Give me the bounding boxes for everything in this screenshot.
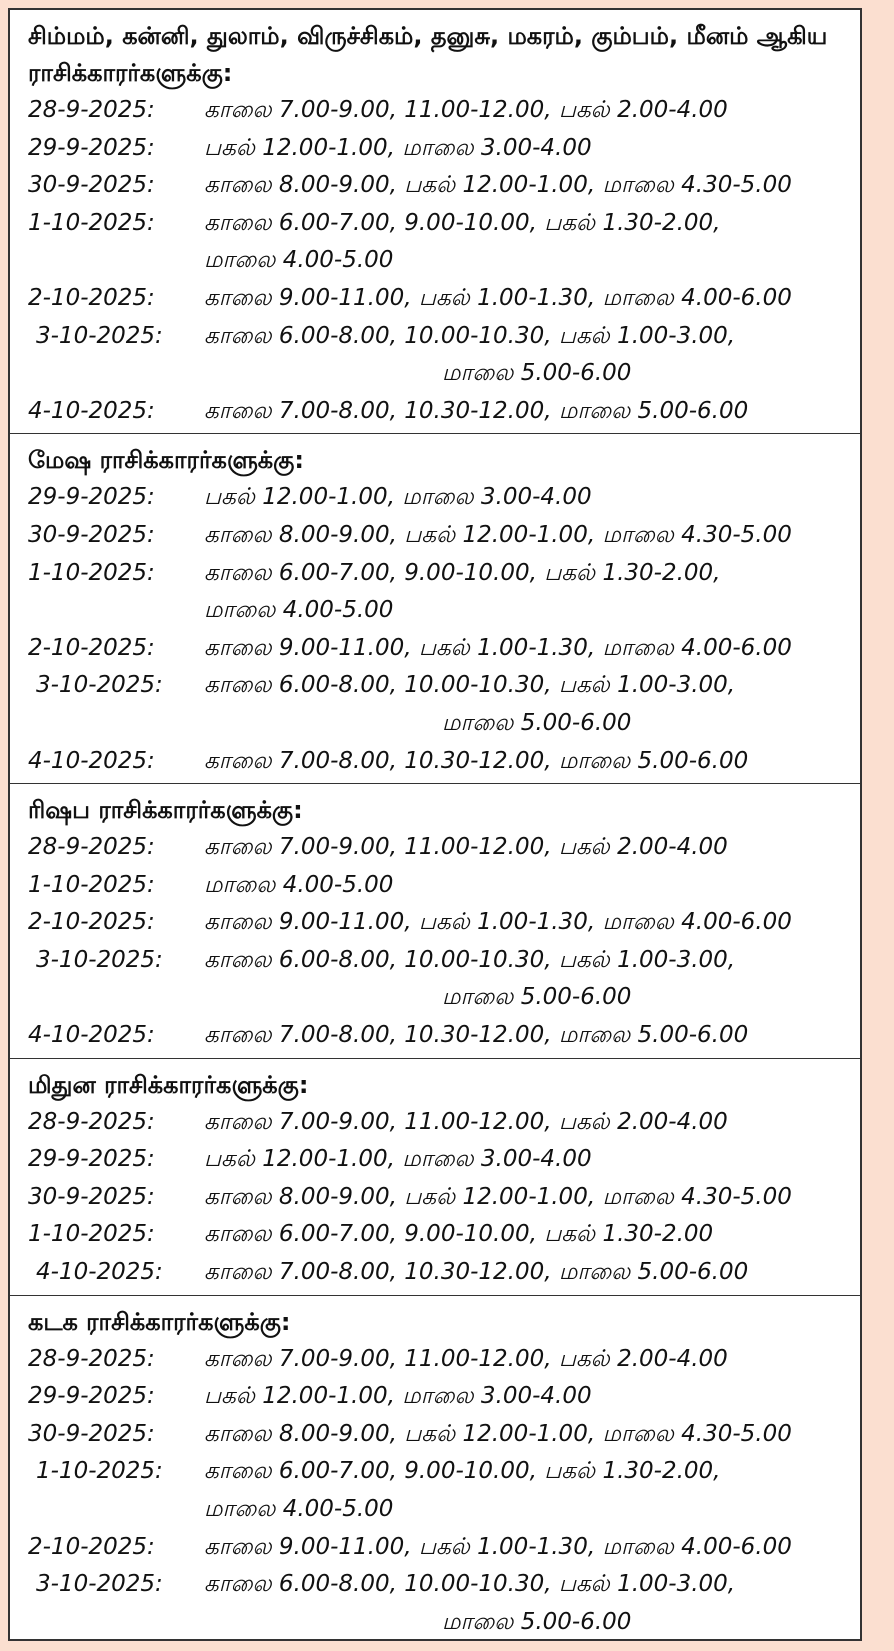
- schedule-row: [10, 1017, 860, 1055]
- schedule-row: [10, 904, 860, 942]
- row-times: காலை 9.00-11.00, பகல் 1.00-1.30, மாலை 4.00-6.00: [204, 284, 792, 311]
- row-times: காலை 6.00-7.00, 9.00-10.00, பகல் 1.30-2.00,: [204, 559, 721, 586]
- row-times: காலை 6.00-8.00, 10.00-10.30, பகல் 1.00-3.00,: [204, 1571, 736, 1598]
- row-times: பகல் 12.00-1.00, மாலை 3.00-4.00: [204, 1383, 592, 1410]
- row-date: 29-9-2025:: [28, 134, 155, 161]
- schedule-row: [10, 667, 860, 705]
- row-times: காலை 7.00-9.00, 11.00-12.00, பகல் 2.00-4.00: [204, 1345, 728, 1372]
- row-date: 4-10-2025:: [36, 1259, 163, 1286]
- row-date: 4-10-2025:: [28, 1022, 155, 1049]
- row-date: 30-9-2025:: [28, 1420, 155, 1447]
- schedule-row: [10, 1216, 860, 1254]
- section-mesha: [10, 434, 860, 784]
- schedule-row: [10, 743, 860, 781]
- row-date: 2-10-2025:: [28, 1533, 155, 1560]
- schedule-row: [10, 630, 860, 668]
- schedule-row: [10, 92, 860, 130]
- row-date: 29-9-2025:: [28, 1146, 155, 1173]
- schedule-row: [10, 280, 860, 318]
- section-mithuna: [10, 1059, 860, 1296]
- row-times: காலை 6.00-7.00, 9.00-10.00, பகல் 1.30-2.00: [204, 1221, 714, 1248]
- row-date: 30-9-2025:: [28, 1183, 155, 1210]
- row-times: காலை 8.00-9.00, பகல் 12.00-1.00, மாலை 4.30-5.00: [204, 1183, 792, 1210]
- schedule-row: [10, 1179, 860, 1217]
- row-date: 30-9-2025:: [28, 521, 155, 548]
- schedule-row: [10, 1104, 860, 1142]
- schedule-row: [10, 130, 860, 168]
- row-times-continuation: மாலை 4.00-5.00: [204, 1496, 394, 1522]
- section-heading: கடக ராசிக்காரர்களுக்கு:: [28, 1307, 291, 1336]
- row-times: காலை 7.00-9.00, 11.00-12.00, பகல் 2.00-4.00: [204, 1108, 728, 1135]
- row-date: 28-9-2025:: [28, 97, 155, 123]
- row-date: 1-10-2025:: [28, 1221, 155, 1248]
- row-date: 2-10-2025:: [28, 909, 155, 936]
- row-date: 3-10-2025:: [36, 1571, 163, 1598]
- schedule-row: [10, 1378, 860, 1416]
- row-times: காலை 7.00-9.00, 11.00-12.00, பகல் 2.00-4.00: [204, 97, 728, 123]
- row-times: காலை 9.00-11.00, பகல் 1.00-1.30, மாலை 4.00-6.00: [204, 909, 792, 936]
- row-date: 4-10-2025:: [28, 397, 155, 424]
- row-times-continuation: மாலை 4.00-5.00: [204, 597, 394, 624]
- row-times: காலை 9.00-11.00, பகல் 1.00-1.30, மாலை 4.00-6.00: [204, 1533, 792, 1560]
- schedule-row: [10, 479, 860, 517]
- section-kadaka: [10, 1296, 860, 1645]
- schedule-row: [10, 1254, 860, 1292]
- section-heading: மேஷ ராசிக்காரர்களுக்கு:: [28, 446, 304, 475]
- row-times: காலை 8.00-9.00, பகல் 12.00-1.00, மாலை 4.30-5.00: [204, 172, 792, 199]
- schedule-row: [10, 167, 860, 205]
- schedule-row: [10, 829, 860, 867]
- schedule-row: [10, 1453, 860, 1491]
- row-date: 1-10-2025:: [36, 1458, 163, 1485]
- section-heading: மிதுன ராசிக்காரர்களுக்கு:: [28, 1070, 309, 1099]
- row-times: காலை 6.00-7.00, 9.00-10.00, பகல் 1.30-2.00,: [204, 209, 721, 236]
- row-date: 28-9-2025:: [28, 1345, 155, 1372]
- row-times-continuation: மாலை 4.00-5.00: [204, 247, 394, 274]
- row-times-continuation: மாலை 5.00-6.00: [442, 984, 632, 1011]
- section-heading: ரிஷப ராசிக்காரர்களுக்கு:: [28, 796, 303, 825]
- row-date: 3-10-2025:: [36, 946, 163, 973]
- row-date: 29-9-2025:: [28, 1383, 155, 1410]
- schedule-row: [10, 517, 860, 555]
- schedule-row: [10, 318, 860, 356]
- row-times: காலை 9.00-11.00, பகல் 1.00-1.30, மாலை 4.00-6.00: [204, 634, 792, 661]
- row-date: 30-9-2025:: [28, 172, 155, 199]
- schedule-row: [10, 393, 860, 431]
- section-simmam-group: [10, 10, 860, 434]
- row-date: 1-10-2025:: [28, 559, 155, 586]
- row-times: காலை 7.00-8.00, 10.30-12.00, மாலை 5.00-6.00: [204, 1259, 749, 1286]
- row-date: 2-10-2025:: [28, 634, 155, 661]
- row-times: காலை 8.00-9.00, பகல் 12.00-1.00, மாலை 4.30-5.00: [204, 521, 792, 548]
- row-times: மாலை 4.00-5.00: [204, 871, 394, 898]
- row-times: காலை 6.00-7.00, 9.00-10.00, பகல் 1.30-2.00,: [204, 1458, 721, 1485]
- schedule-row: [10, 555, 860, 593]
- schedule-box: [8, 8, 862, 1641]
- row-date: 1-10-2025:: [28, 871, 155, 898]
- row-date: 29-9-2025:: [28, 484, 155, 511]
- row-date: 3-10-2025:: [36, 672, 163, 699]
- row-times: காலை 7.00-9.00, 11.00-12.00, பகல் 2.00-4.00: [204, 834, 728, 861]
- row-times: காலை 7.00-8.00, 10.30-12.00, மாலை 5.00-6.00: [204, 1022, 749, 1049]
- row-times: காலை 8.00-9.00, பகல் 12.00-1.00, மாலை 4.30-5.00: [204, 1420, 792, 1447]
- schedule-row: [10, 1566, 860, 1604]
- row-times: பகல் 12.00-1.00, மாலை 3.00-4.00: [204, 1146, 592, 1173]
- row-times: பகல் 12.00-1.00, மாலை 3.00-4.00: [204, 484, 592, 511]
- row-date: 2-10-2025:: [28, 284, 155, 311]
- row-date: 4-10-2025:: [28, 747, 155, 774]
- row-times: காலை 6.00-8.00, 10.00-10.30, பகல் 1.00-3.00,: [204, 946, 736, 973]
- row-times-continuation: மாலை 5.00-6.00: [442, 709, 632, 736]
- row-date: 28-9-2025:: [28, 1108, 155, 1135]
- schedule-row: [10, 1416, 860, 1454]
- row-date: 28-9-2025:: [28, 834, 155, 861]
- row-times-continuation: மாலை 5.00-6.00: [442, 360, 632, 387]
- row-times: காலை 6.00-8.00, 10.00-10.30, பகல் 1.00-3.00,: [204, 672, 736, 699]
- schedule-row: [10, 942, 860, 980]
- row-times: பகல் 12.00-1.00, மாலை 3.00-4.00: [204, 134, 592, 161]
- row-times: காலை 7.00-8.00, 10.30-12.00, மாலை 5.00-6.00: [204, 747, 749, 774]
- section-rishaba: [10, 784, 860, 1059]
- schedule-row: [10, 205, 860, 243]
- row-times-continuation: மாலை 5.00-6.00: [442, 1608, 632, 1635]
- row-date: 1-10-2025:: [28, 209, 155, 236]
- schedule-row: [10, 1529, 860, 1567]
- row-times: காலை 6.00-8.00, 10.00-10.30, பகல் 1.00-3.00,: [204, 322, 736, 349]
- section-heading: சிம்மம், கன்னி, துலாம், விருச்சிகம், தனுசு, மகரம், கும்பம், மீனம் ஆகிய ராசிக்காரர்களுக்கு:: [28, 22, 828, 87]
- row-times: காலை 7.00-8.00, 10.30-12.00, மாலை 5.00-6.00: [204, 397, 749, 424]
- schedule-row: [10, 867, 860, 905]
- schedule-row: [10, 1141, 860, 1179]
- schedule-row: [10, 1341, 860, 1379]
- row-date: 3-10-2025:: [36, 322, 163, 349]
